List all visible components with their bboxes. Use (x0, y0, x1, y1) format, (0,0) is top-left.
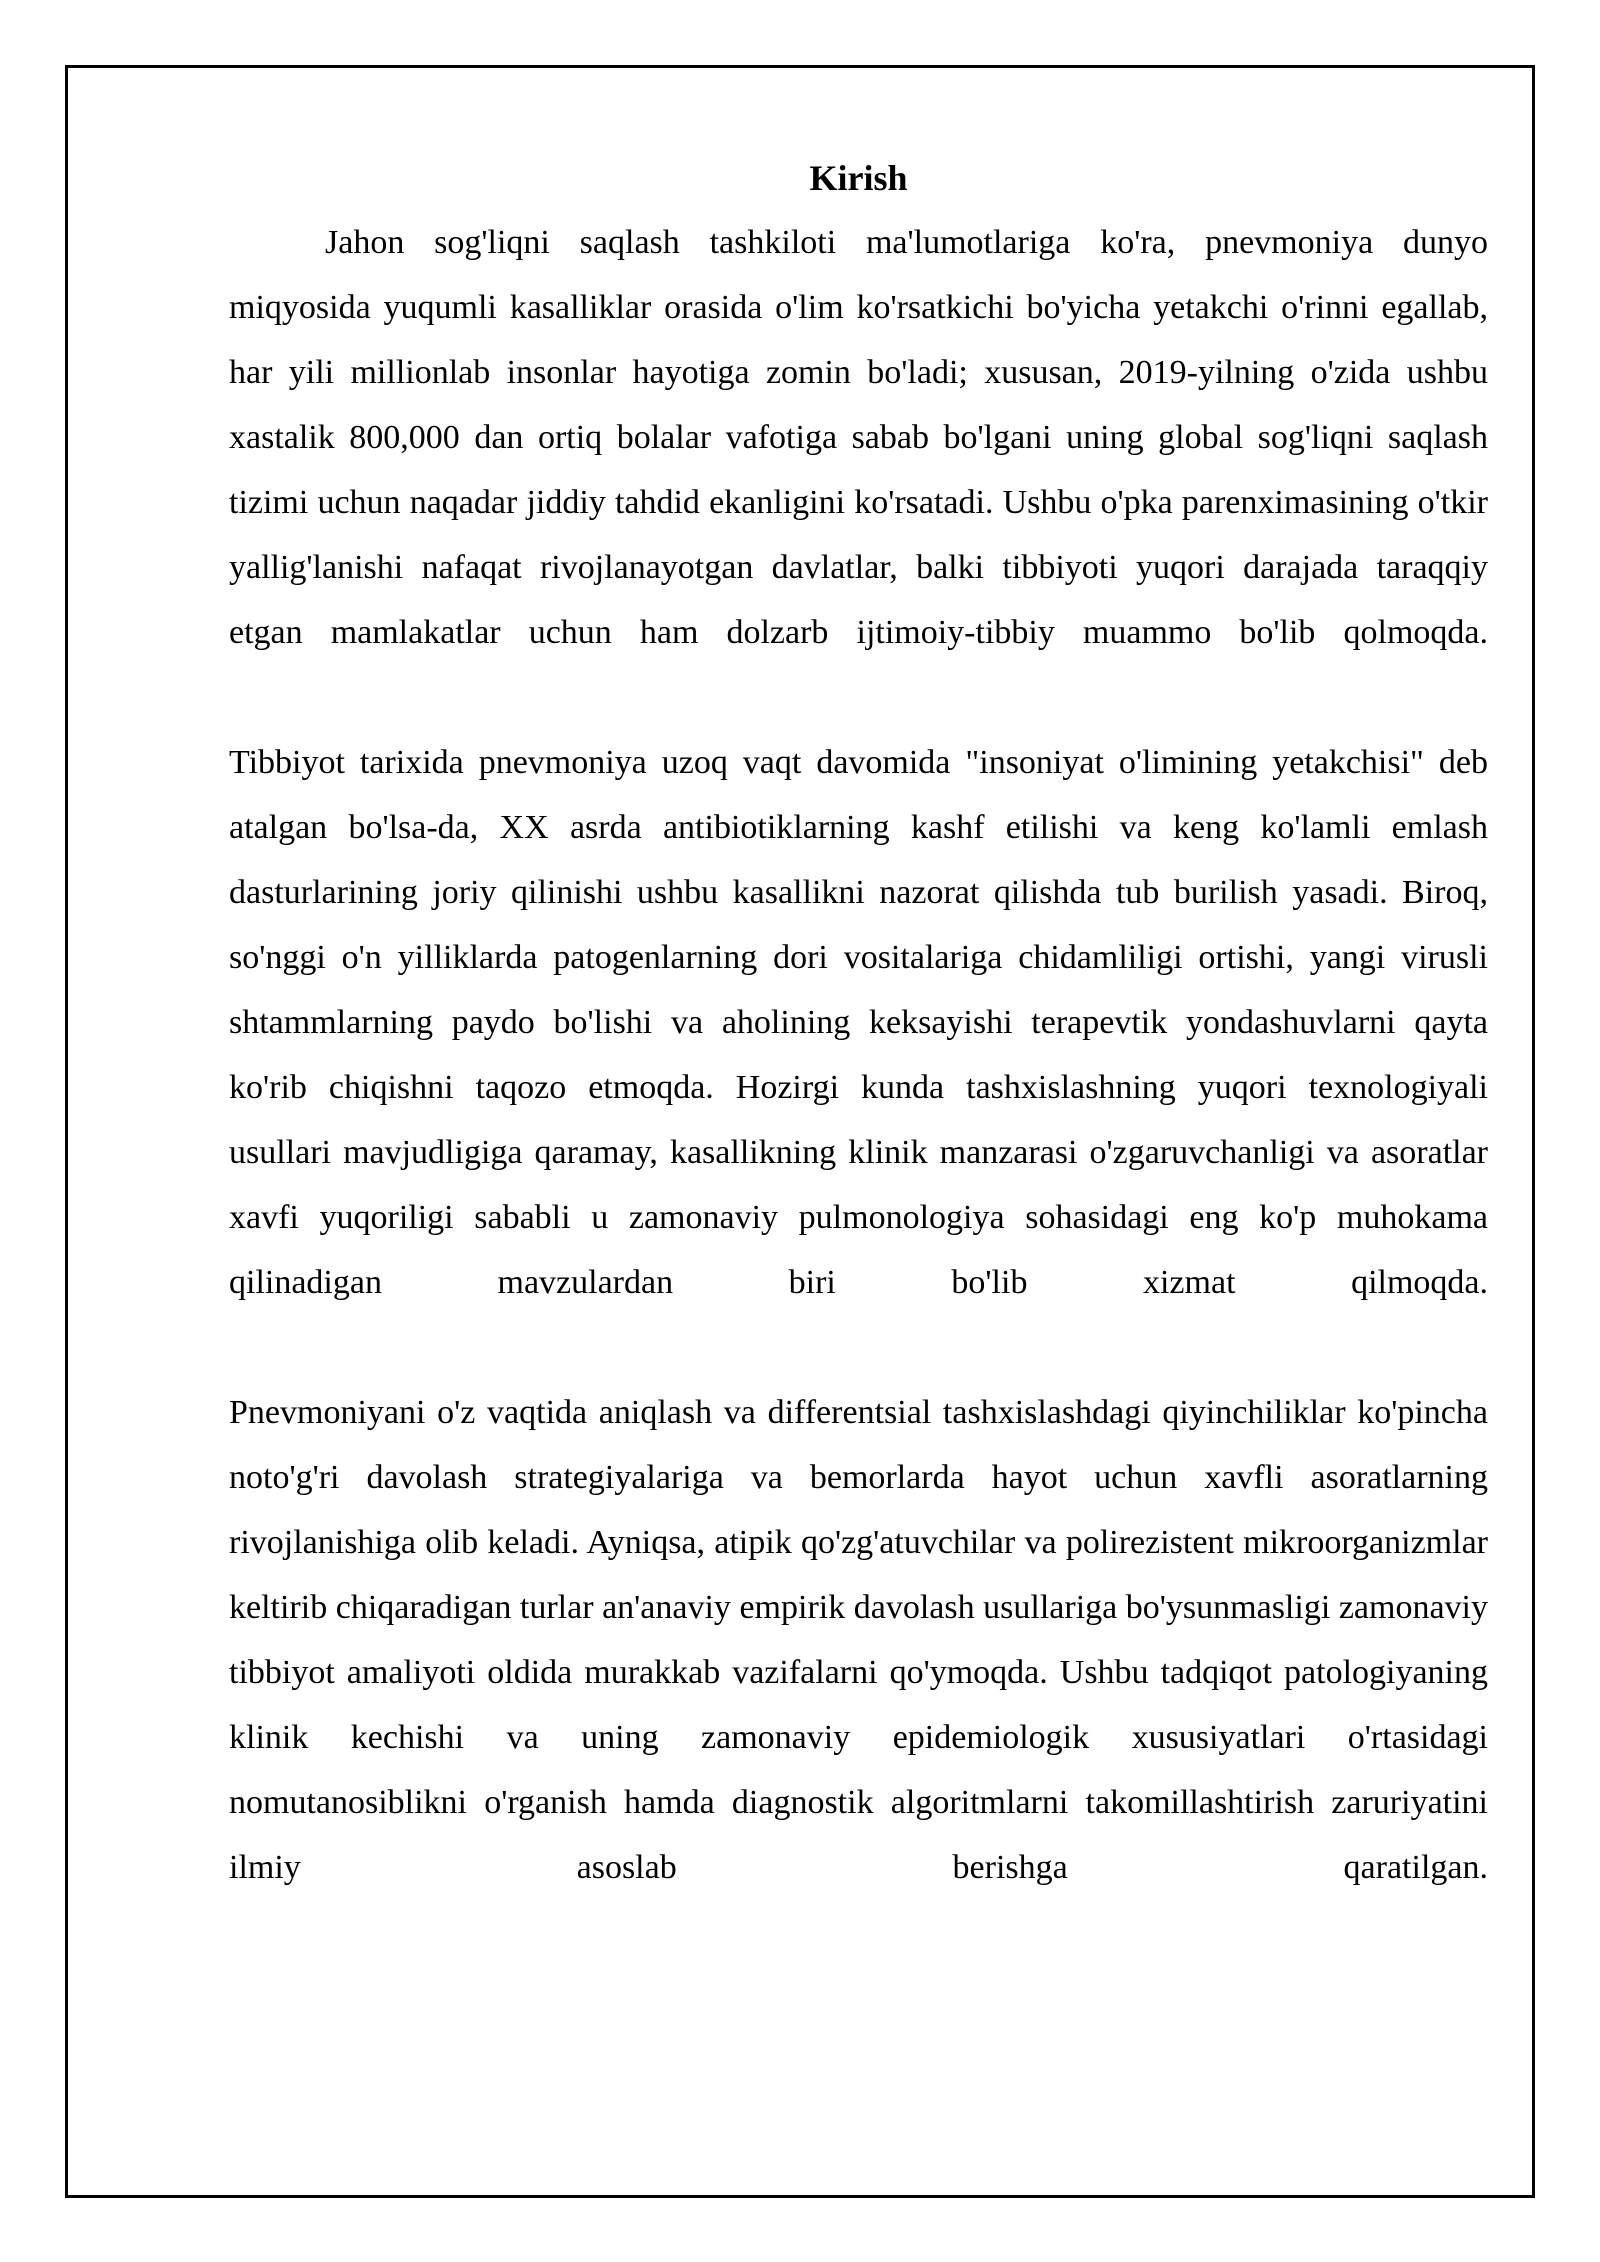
paragraph-2: Tibbiyot tarixida pnevmoniya uzoq vaqt davomida "insoniyat o'limining yetakchisi" deb atalgan bo'lsa-da, XX asrda antibiotiklarning kashf etilishi va keng ko'lamli emlash dasturlarining joriy qilinishi ushbu kasallikni nazorat qilishda tub burilish yasadi. Biroq, so'nggi o'n yilliklarda patogenlarning dori vositalariga chidamliligi ortishi, yangi virusli shtammlarning paydo bo'lishi va aholining keksayishi terapevtik yondashuvlarni qayta ko'rib chiqishni taqozo etmoqda. Hozirgi kunda tashxislashning yuqori texnologiyali usullari mavjudligiga qaramay, kasallikning klinik manzarasi o'zgaruvchanligi va asoratlar xavfi yuqoriligi sababli u zamonaviy pulmonologiya sohasidagi eng ko'p muhokama qilinadigan mavzulardan biri bo'lib xizmat qilmoqda. (229, 744, 1488, 1301)
paragraph-spacer (229, 1315, 1488, 1380)
paragraph-3: Pnevmoniyani o'z vaqtida aniqlash va differentsial tashxislashdagi qiyinchiliklar ko'pincha noto'g'ri davolash strategiyalariga va bemorlarda hayot uchun xavfli asoratlarning rivojlanishiga olib keladi. Ayniqsa, atipik qo'zg'atuvchilar va polirezistent mikroorganizmlar keltirib chiqaradigan turlar an'anaviy empirik davolash usullariga bo'ysunmasligi zamonaviy tibbiyot amaliyoti oldida murakkab vazifalarni qo'ymoqda. Ushbu tadqiqot patologiyaning klinik kechishi va uning zamonaviy epidemiologik xususiyatlari o'rtasidagi nomutanosiblikni o'rganish hamda diagnostik algoritmlarni takomillashtirish zaruriyatini ilmiy asoslab berishga qaratilgan. (229, 1394, 1488, 1886)
document-title: Kirish (809, 158, 908, 198)
document-body (229, 148, 1488, 1900)
paragraph-1: Jahon sog'liqni saqlash tashkiloti ma'lumotlariga ko'ra, pnevmoniya dunyo miqyosida yuqumli kasalliklar orasida o'lim ko'rsatkichi bo'yicha yetakchi o'rinni egallab, har yili millionlab insonlar hayotiga zomin bo'ladi; xususan, 2019-yilning o'zida ushbu xastalik 800,000 dan ortiq bolalar vafotiga sabab bo'lgani uning global sog'liqni saqlash tizimi uchun naqadar jiddiy tahdid ekanligini ko'rsatadi. Ushbu o'pka parenximasining o'tkir yallig'lanishi nafaqat rivojlanayotgan davlatlar, balki tibbiyoti yuqori darajada taraqqiy etgan mamlakatlar uchun ham dolzarb ijtimoiy-tibbiy muammo bo'lib qolmoqda. (229, 224, 1488, 651)
paragraph-spacer (229, 665, 1488, 730)
